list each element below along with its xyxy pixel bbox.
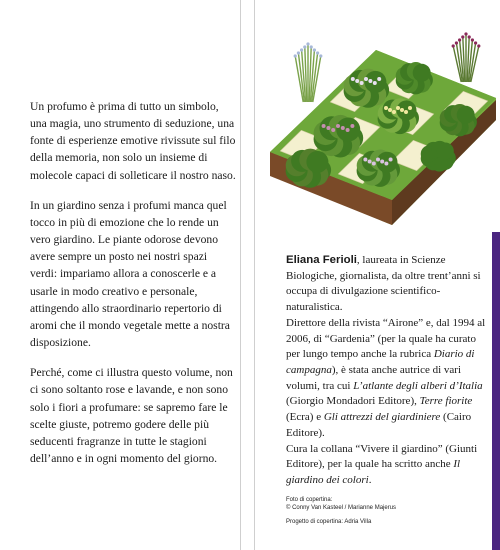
cover-credits bbox=[286, 496, 486, 526]
author-bio bbox=[286, 252, 486, 489]
right-fold-line bbox=[254, 0, 255, 550]
herb-garden-illustration bbox=[268, 20, 498, 235]
purple-accent-bar bbox=[492, 232, 500, 550]
design-credit: Progetto di copertina: Adria Villa bbox=[286, 519, 372, 526]
bio-paragraph-2: Direttore della rivista “Airone” e, dal 1994 al 2006, di “Gardenia” (per la quale ha curato per lungo tempo anche la rubrica Diario di campagna), è stata anche autrice di vari volumi, tra cui L’atlante degli alberi d’Italia (Giorgio Mondadori Editore), Terre fiorite (Ecra) e Gli attrezzi del giardiniere (Cairo Editore). bbox=[286, 316, 486, 439]
blurb-paragraph-3: Perché, come ci illustra questo volume, non ci sono soltanto rose e lavande, e non sono solo i fiori a profumare: se sapremo fare le scelte giuste, potremo godere delle più seducenti fragranze in tutte le stagioni dell’anno e in ogni momento del giorno. bbox=[30, 366, 233, 465]
blurb-paragraph-1: Un profumo è prima di tutto un simbolo, una magia, uno strumento di seduzione, una fonte di esperienze emotive rivissute sul filo della memoria, non solo un insieme di molecole capaci di solleticare il nostro naso. bbox=[30, 100, 236, 182]
blurb-column bbox=[30, 98, 236, 480]
left-fold-line bbox=[240, 0, 241, 550]
bio-paragraph-3: Cura la collana “Vivere il giardino” (Giunti Editore), per la quale ha scritto anche Il giardino dei colori. bbox=[286, 442, 478, 487]
lavender-plant bbox=[294, 42, 323, 102]
photo-credit-names: © Conny Van Kasteel / Marianne Majerus bbox=[286, 505, 397, 512]
sage-flowering-plant bbox=[452, 32, 481, 82]
photo-credit-label: Foto di copertina: bbox=[286, 497, 333, 503]
blurb-paragraph-2: In un giardino senza i profumi manca quel tocco in più di emozione che lo rende un vero giardino. Le piante odorose devono avere sempre un posto nei nostri spazi verdi: impariamo allora a conoscerle e a usarle in modo creativo e personale, attingendo allo straordinario repertorio di aromi che il mondo vegetale mette a nostra disposizione. bbox=[30, 198, 230, 350]
bio-intro: Eliana Ferioli, laureata in Scienze Biologiche, giornalista, da oltre trent’anni si occupa di divulgazione scientifico-naturalistica. bbox=[286, 254, 481, 314]
author-name: Eliana Ferioli bbox=[286, 254, 357, 266]
